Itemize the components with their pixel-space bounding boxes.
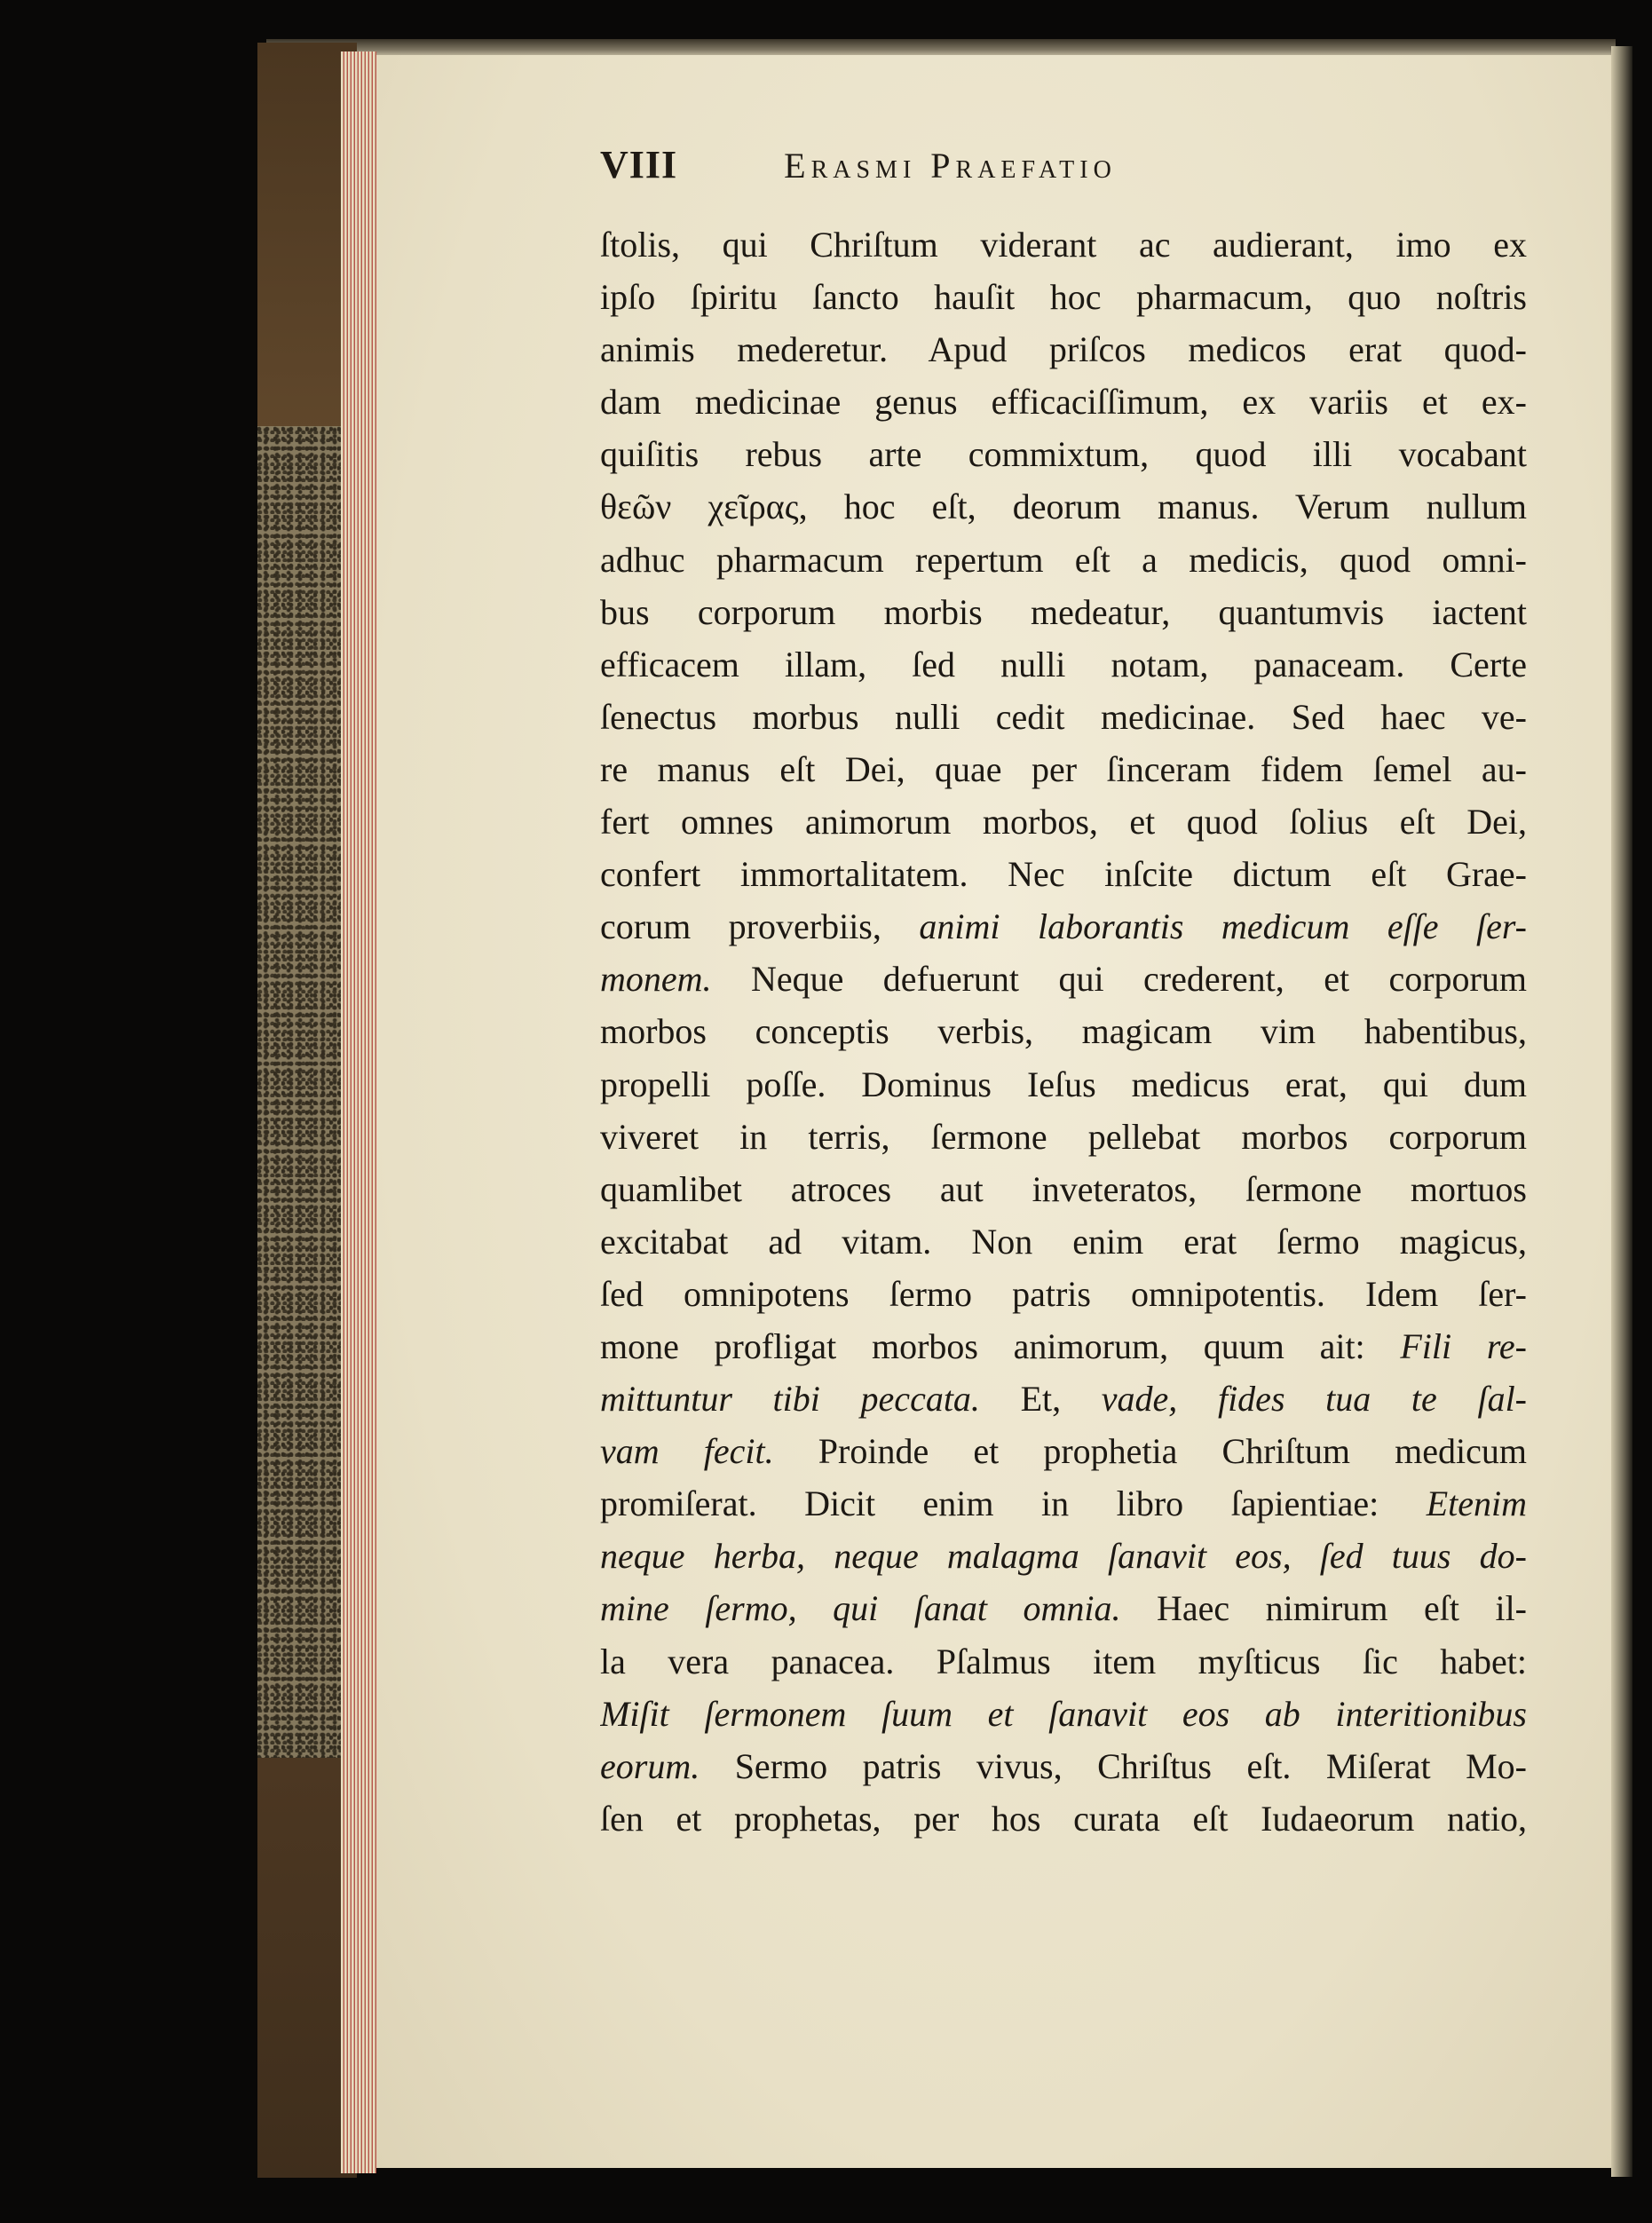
text-segment: ſtolis, qui Chriſtum viderant ac audierant, imo ex [600, 225, 1527, 265]
text-line [600, 323, 1527, 376]
italic-text: monem. [600, 959, 712, 1000]
text-segment: quiſitis rebus arte commixtum, quod illi vocabant [600, 434, 1527, 475]
page-number: VIII [600, 143, 678, 186]
text-line [600, 1005, 1527, 1057]
text-segment: efficacem illam, ſed nulli notam, panaceam. Certe [600, 644, 1527, 684]
text-line [600, 1740, 1527, 1792]
text-segment: adhuc pharmacum repertum eſt a medicis, quod omni- [600, 539, 1527, 580]
text-segment: ſed omnipotens ſermo patris omnipotentis. Idem ſer- [600, 1273, 1527, 1314]
gutter-shadow [1611, 46, 1632, 2177]
italic-text: mittuntur tibi peccata. [600, 1379, 980, 1420]
text-segment: animis mederetur. Apud priſcos medicos erat quod- [600, 329, 1527, 370]
book-top-edge [266, 39, 1616, 57]
italic-text: animi laborantis medicum eſſe ſer- [919, 906, 1527, 947]
text-segment: Haec nimirum eſt il- [1120, 1588, 1527, 1629]
text-line [600, 1792, 1527, 1845]
text-line [600, 1163, 1527, 1215]
italic-text: mine ſermo, qui ſanat omnia. [600, 1588, 1121, 1629]
text-line [600, 953, 1527, 1005]
text-line [600, 376, 1527, 428]
text-segment: excitabat ad vitam. Non enim erat ſermo magicus, [600, 1221, 1527, 1262]
body-text [600, 218, 1527, 1845]
text-segment: corum proverbiis, [600, 906, 920, 947]
italic-text: Miſit ſermonem ſuum et ſanavit eos ab interitionibus [600, 1693, 1527, 1734]
text-segment: quamlibet atroces aut inveteratos, ſermone mortuos [600, 1168, 1527, 1209]
text-segment: confert immortalitatem. Nec inſcite dictum eſt Grae- [600, 854, 1527, 895]
italic-text: Fili re- [1400, 1325, 1527, 1366]
text-segment: promiſerat. Dicit enim in libro ſapientiae: [600, 1483, 1427, 1524]
text-line [600, 1373, 1527, 1425]
text-line [600, 218, 1527, 271]
text-line [600, 480, 1527, 533]
text-segment: fert omnes animorum morbos, et quod ſolius eſt Dei, [600, 802, 1527, 843]
text-line [600, 1530, 1527, 1582]
text-line [600, 1215, 1527, 1268]
text-segment: propelli poſſe. Dominus Ieſus medicus erat, qui dum [600, 1064, 1527, 1104]
text-line [600, 1477, 1527, 1530]
text-segment: mone profligat morbos animorum, quum ait: [600, 1325, 1401, 1366]
text-line [600, 795, 1527, 848]
text-segment: re manus eſt Dei, quae per ſinceram fidem ſemel au- [600, 748, 1527, 789]
text-segment: la vera panacea. Pſalmus item myſticus ſic habet: [600, 1641, 1527, 1681]
text-line [600, 1425, 1527, 1477]
running-title: Erasmi Praefatio [784, 146, 1117, 186]
text-line [600, 743, 1527, 795]
text-line [600, 1268, 1527, 1320]
text-line [600, 638, 1527, 691]
text-segment: ipſo ſpiritu ſancto hauſit hoc pharmacum, quo noſtris [600, 277, 1527, 318]
text-line [600, 1688, 1527, 1740]
text-segment: ſenectus morbus nulli cedit medicinae. Sed haec ve- [600, 696, 1527, 737]
text-segment: morbos conceptis verbis, magicam vim habentibus, [600, 1011, 1527, 1052]
text-line [600, 586, 1527, 638]
text-segment: Proinde et prophetia Chriſtum medicum [773, 1431, 1527, 1472]
text-line [600, 1320, 1527, 1373]
text-segment: bus corporum morbis medeatur, quantumvis iactent [600, 591, 1527, 632]
italic-text: Etenim [1426, 1483, 1527, 1524]
text-line [600, 1582, 1527, 1634]
italic-text: vam fecit. [600, 1431, 774, 1472]
italic-text: vade, fides tua te ſal- [1101, 1379, 1527, 1420]
italic-text: neque herba, neque malagma ſanavit eos, ſed tuus do- [600, 1536, 1527, 1577]
text-line [600, 900, 1527, 953]
text-segment: ſen et prophetas, per hos curata eſt Iudaeorum natio, [600, 1798, 1527, 1839]
text-line [600, 534, 1527, 586]
page-edges [341, 51, 376, 2173]
text-segment: Et, [979, 1379, 1102, 1420]
text-segment: Sermo patris vivus, Chriſtus eſt. Miſerat Mo- [700, 1745, 1527, 1786]
text-segment: viveret in terris, ſermone pellebat morbos corporum [600, 1116, 1527, 1157]
text-segment: θεῶν χεῖρας, hoc eſt, deorum manus. Verum nullum [600, 487, 1527, 527]
italic-text: eorum. [600, 1745, 700, 1786]
text-line [600, 691, 1527, 743]
text-line [600, 428, 1527, 480]
text-segment: dam medicinae genus efficaciſſimum, ex variis et ex- [600, 382, 1527, 423]
text-line [600, 1635, 1527, 1688]
text-line [600, 1111, 1527, 1163]
text-line [600, 271, 1527, 323]
text-segment: Neque defuerunt qui crederent, et corporum [711, 959, 1527, 1000]
text-line [600, 1058, 1527, 1111]
page-header [600, 142, 1532, 195]
text-line [600, 848, 1527, 900]
